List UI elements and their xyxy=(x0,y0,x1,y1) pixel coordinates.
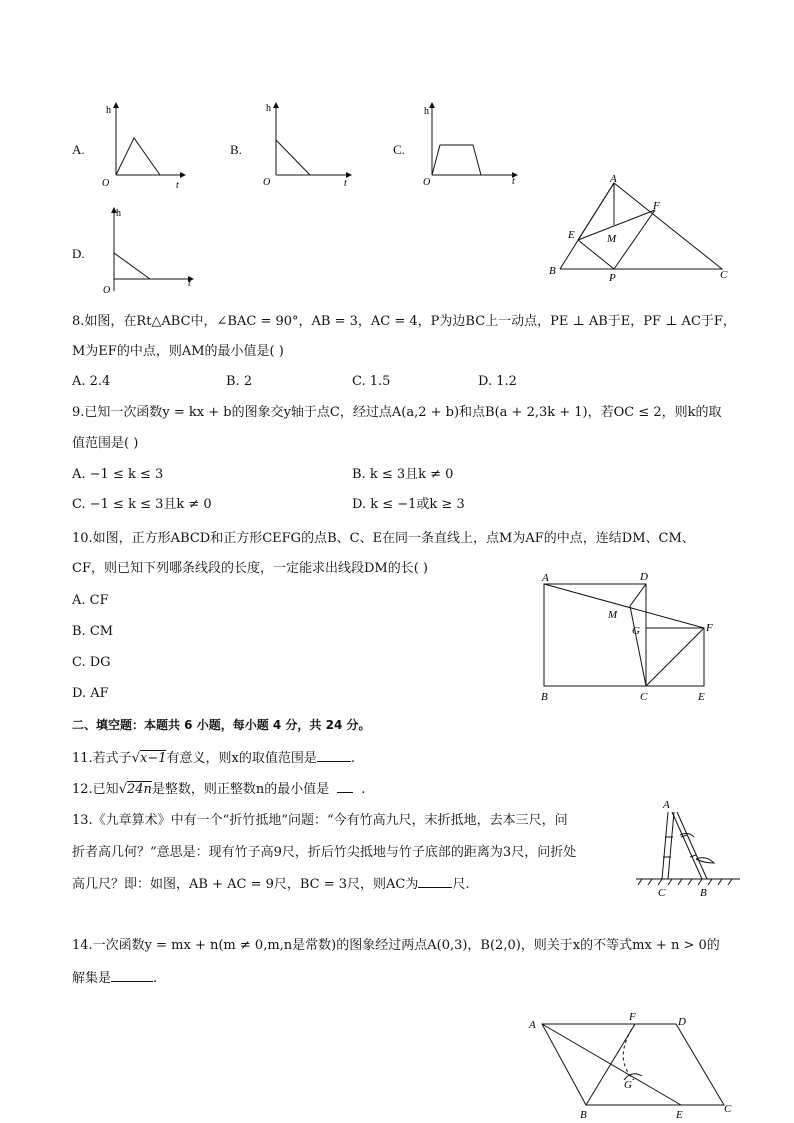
point-c: C xyxy=(640,691,648,703)
q11-pre: 11.若式子 xyxy=(72,751,132,766)
q8-option-a: A. 2.4 xyxy=(72,374,111,389)
point-c: C xyxy=(720,269,728,281)
origin: O xyxy=(103,285,111,296)
q14-line2-text: 解集是 xyxy=(72,971,112,986)
option-label: C. xyxy=(393,142,405,157)
q8-stem-line2: M为EF的中点，则AM的最小值是( ) xyxy=(72,344,284,359)
q8-stem-line1: 8.如图，在Rt△ABC中，∠BAC = 90°，AB = 3，AC = 4，P为边BC上一动点，PE ⊥ AB于E，PF ⊥ AC于F， xyxy=(72,314,736,329)
q10-option-a: A. CF xyxy=(72,593,109,608)
point-a: A xyxy=(663,799,670,811)
graph-b-chart xyxy=(258,100,353,195)
point-f: F xyxy=(629,1011,636,1023)
point-b: B xyxy=(549,265,556,277)
q8-option-d: D. 1.2 xyxy=(478,374,517,389)
point-m: M xyxy=(608,609,618,621)
q10-squares-figure xyxy=(535,568,715,706)
q8-option-b: B. 2 xyxy=(226,374,253,389)
point-a: A xyxy=(610,173,617,185)
graph-d-chart xyxy=(96,205,200,297)
axis-h: h xyxy=(116,208,121,219)
origin: O xyxy=(102,178,110,189)
q10-option-c: C. DG xyxy=(72,655,111,670)
q10-stem-line1: 10.如图，正方形ABCD和正方形CEFG的点B、C、E在同一条直线上，点M为AF的中点，连结DM、CM、 xyxy=(72,531,695,546)
point-f: F xyxy=(706,622,713,634)
sqrt-sign: √ xyxy=(131,751,140,766)
q11-radicand: x−1 xyxy=(139,751,167,766)
axis-h: h xyxy=(266,103,271,114)
axis-h: h xyxy=(106,105,111,116)
q13-line2: 折者高几何？”意思是：现有竹子高9尺，折后竹尖抵地与竹子底部的距离为3尺，问折处 xyxy=(72,845,577,860)
q9-option-a: A. −1 ≤ k ≤ 3 xyxy=(72,467,164,482)
origin: O xyxy=(263,177,271,188)
point-a: A xyxy=(542,572,549,584)
point-c: C xyxy=(658,887,666,899)
point-p: P xyxy=(609,272,616,284)
q11-end: . xyxy=(350,751,355,766)
origin: O xyxy=(423,177,431,188)
option-label: A. xyxy=(72,142,85,157)
point-b: B xyxy=(700,887,707,899)
q10-option-b: B. CM xyxy=(72,624,114,639)
point-f: F xyxy=(653,200,660,212)
q9-option-c: C. −1 ≤ k ≤ 3且k ≠ 0 xyxy=(72,497,212,512)
axis-t: t xyxy=(176,180,179,191)
answer-blank[interactable] xyxy=(111,969,153,982)
q14-end: . xyxy=(153,971,158,986)
q15-parallelogram-figure xyxy=(524,1008,744,1120)
axis-t: t xyxy=(512,176,515,187)
sqrt-sign: √ xyxy=(118,782,127,797)
q12 xyxy=(72,780,365,798)
q13-line3-text: 高几尺？即：如图，AB + AC = 9尺，BC = 3尺，则AC为 xyxy=(72,877,419,892)
point-d: D xyxy=(640,571,648,583)
point-c: C xyxy=(724,1103,732,1115)
axis-h: h xyxy=(424,106,429,117)
graph-a-chart xyxy=(96,100,186,195)
axis-t: t xyxy=(344,178,347,189)
answer-blank[interactable] xyxy=(317,749,351,762)
q10-stem-line2: CF，则已知下列哪条线段的长度，一定能求出线段DM的长( ) xyxy=(72,561,428,576)
graph-c-chart xyxy=(418,100,523,195)
point-e: E xyxy=(698,691,705,703)
point-e: E xyxy=(568,229,575,241)
q13-line1: 13.《九章算术》中有一个“折竹抵地”问题：“今有竹高九尺，末折抵地，去本三尺，问 xyxy=(72,813,568,828)
q14-line1: 14.一次函数y = mx + n(m ≠ 0,m,n是常数)的图象经过两点A(0,3)，B(2,0)，则关于x的不等式mx + n > 0的 xyxy=(72,938,720,953)
answer-blank[interactable] xyxy=(418,875,452,888)
q13-line3 xyxy=(72,875,470,893)
point-b: B xyxy=(580,1109,587,1120)
point-d: D xyxy=(678,1016,686,1028)
answer-blank[interactable] xyxy=(337,780,353,793)
q14-line2 xyxy=(72,969,157,987)
q9-option-b: B. k ≤ 3且k ≠ 0 xyxy=(352,467,454,482)
q9-stem-line2: 值范围是( ) xyxy=(72,436,139,451)
q8-triangle-figure xyxy=(544,170,734,285)
q12-post: 是整数，则正整数n的最小值是 xyxy=(151,782,330,797)
q11 xyxy=(72,749,355,767)
q13-end: 尺. xyxy=(452,877,470,892)
q13-bamboo-figure xyxy=(636,797,742,901)
point-a: A xyxy=(529,1019,536,1031)
q12-end: . xyxy=(361,782,366,797)
point-m: M xyxy=(607,233,617,245)
q9-option-d: D. k ≤ −1或k ≥ 3 xyxy=(352,497,465,512)
q8-option-c: C. 1.5 xyxy=(352,374,391,389)
option-label: B. xyxy=(230,142,242,157)
axis-t: t xyxy=(188,278,191,289)
option-label: D. xyxy=(72,246,85,261)
q10-option-d: D. AF xyxy=(72,686,109,701)
q11-post: 有意义，则x的取值范围是 xyxy=(166,751,317,766)
q12-pre: 12.已知 xyxy=(72,782,119,797)
section-heading: 二、填空题：本题共 6 小题，每小题 4 分，共 24 分。 xyxy=(72,718,371,732)
point-e: E xyxy=(676,1109,683,1120)
point-b: B xyxy=(541,691,548,703)
q9-stem-line1: 9.已知一次函数y = kx + b的图象交y轴于点C，经过点A(a,2 + b)和点B(a + 2,3k + 1)，若OC ≤ 2，则k的取 xyxy=(72,405,722,420)
point-g: G xyxy=(632,625,640,637)
point-g: G xyxy=(624,1079,632,1091)
q12-radicand: 24n xyxy=(126,782,152,797)
